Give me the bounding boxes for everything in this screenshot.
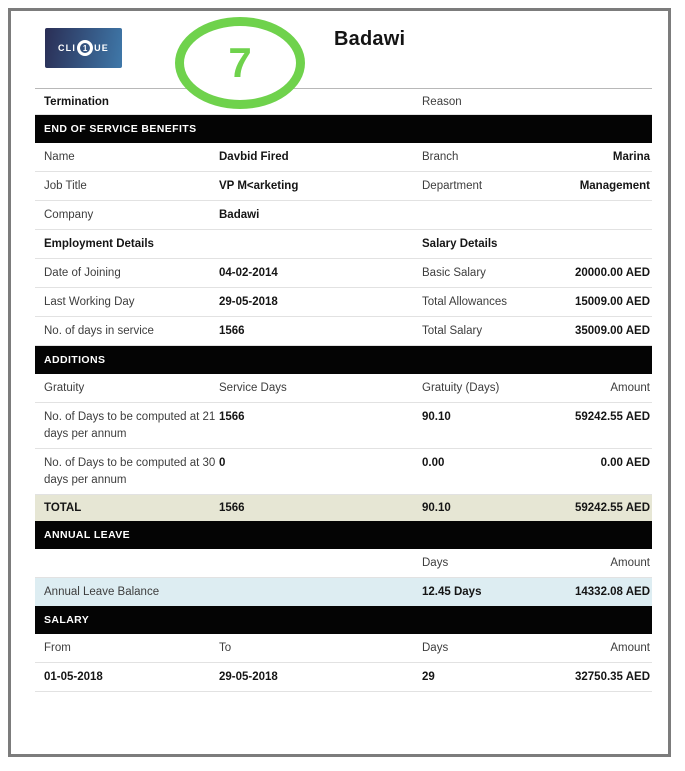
table-row bbox=[35, 634, 652, 663]
table-cell: Davbid Fired bbox=[219, 151, 289, 163]
table-cell: Basic Salary bbox=[422, 267, 486, 279]
table-cell: Employment Details bbox=[44, 238, 154, 250]
table-row bbox=[35, 89, 652, 115]
section-bar: END OF SERVICE BENEFITS bbox=[35, 115, 652, 143]
table-cell: Days bbox=[422, 557, 449, 569]
table-cell: 04-02-2014 bbox=[219, 267, 278, 279]
table-cell: Last Working Day bbox=[44, 296, 135, 308]
table-cell: 59242.55 AED bbox=[574, 502, 650, 514]
logo-q-icon bbox=[77, 40, 93, 56]
table-cell: Annual Leave Balance bbox=[44, 586, 160, 598]
table-cell: 29-05-2018 bbox=[219, 671, 278, 683]
table-row bbox=[35, 549, 652, 578]
table-cell: Reason bbox=[422, 96, 462, 108]
table-row bbox=[35, 495, 652, 521]
table-cell: No. of Days to be computed at 30 days per annum bbox=[44, 457, 216, 486]
document bbox=[35, 11, 652, 692]
table-cell: 12.45 Days bbox=[422, 586, 482, 598]
table-cell: 90.10 bbox=[422, 411, 451, 423]
section-bar: ANNUAL LEAVE bbox=[35, 521, 652, 549]
table-row bbox=[35, 449, 652, 495]
table-row bbox=[35, 663, 652, 692]
table-cell: Service Days bbox=[219, 382, 287, 394]
table-cell: 35009.00 AED bbox=[574, 325, 650, 337]
logo-q-digit: 1 bbox=[82, 43, 88, 53]
table-cell: Amount bbox=[610, 382, 650, 394]
table-cell: Job Title bbox=[44, 180, 87, 192]
table-row bbox=[35, 230, 652, 259]
table-cell: TOTAL bbox=[44, 502, 82, 514]
table-cell: To bbox=[219, 642, 232, 654]
table-cell: 1566 bbox=[219, 502, 245, 514]
table-cell: 15009.00 AED bbox=[574, 296, 650, 308]
table-cell: No. of days in service bbox=[44, 325, 154, 337]
table-cell: Name bbox=[44, 151, 75, 163]
table-row bbox=[35, 172, 652, 201]
table-cell: Date of Joining bbox=[44, 267, 121, 279]
table-cell: No. of Days to be computed at 21 days per annum bbox=[44, 411, 216, 440]
document-title: Badawi bbox=[334, 28, 406, 50]
logo-text-suffix: UE bbox=[94, 43, 109, 53]
table-cell: Marina bbox=[612, 151, 650, 163]
table-cell: Badawi bbox=[219, 209, 260, 221]
table-row bbox=[35, 201, 652, 230]
document-header bbox=[35, 11, 652, 89]
table-row bbox=[35, 578, 652, 606]
table-cell: 20000.00 AED bbox=[574, 267, 650, 279]
table-cell: Amount bbox=[610, 557, 650, 569]
table-cell: 90.10 bbox=[422, 502, 451, 514]
table-cell: 59242.55 AED bbox=[574, 411, 650, 423]
table-cell: Management bbox=[579, 180, 650, 192]
table-cell: 1566 bbox=[219, 411, 245, 423]
table-row bbox=[35, 143, 652, 172]
table-cell: Gratuity bbox=[44, 382, 85, 394]
table-cell: Company bbox=[44, 209, 94, 221]
table-cell: 29 bbox=[422, 671, 435, 683]
table-cell: Days bbox=[422, 642, 449, 654]
table-cell: 0 bbox=[219, 457, 226, 469]
table-cell: Salary Details bbox=[422, 238, 498, 250]
page-frame bbox=[8, 8, 671, 757]
revision-badge bbox=[175, 17, 305, 109]
table-cell: 0.00 AED bbox=[600, 457, 650, 469]
table-cell: Total Salary bbox=[422, 325, 483, 337]
section-bar: SALARY bbox=[35, 606, 652, 634]
table-cell: 0.00 bbox=[422, 457, 445, 469]
table-row bbox=[35, 259, 652, 288]
table-cell: Gratuity (Days) bbox=[422, 382, 500, 394]
table-cell: Amount bbox=[610, 642, 650, 654]
table-cell: 1566 bbox=[219, 325, 245, 337]
table-cell: 32750.35 AED bbox=[574, 671, 650, 683]
benefits-table bbox=[35, 89, 652, 692]
table-row bbox=[35, 317, 652, 346]
table-cell: VP M<arketing bbox=[219, 180, 299, 192]
table-cell: Branch bbox=[422, 151, 459, 163]
revision-number: 7 bbox=[228, 39, 252, 86]
table-cell: Total Allowances bbox=[422, 296, 508, 308]
table-cell: Department bbox=[422, 180, 483, 192]
company-logo bbox=[45, 28, 122, 68]
logo-text-prefix: CLI bbox=[57, 43, 77, 53]
table-row bbox=[35, 403, 652, 449]
table-cell: From bbox=[44, 642, 71, 654]
table-row bbox=[35, 288, 652, 317]
table-cell: 14332.08 AED bbox=[574, 586, 650, 598]
table-cell: 29-05-2018 bbox=[219, 296, 278, 308]
table-row bbox=[35, 374, 652, 403]
table-cell: Termination bbox=[44, 96, 109, 108]
table-cell: 01-05-2018 bbox=[44, 671, 103, 683]
section-bar: ADDITIONS bbox=[35, 346, 652, 374]
